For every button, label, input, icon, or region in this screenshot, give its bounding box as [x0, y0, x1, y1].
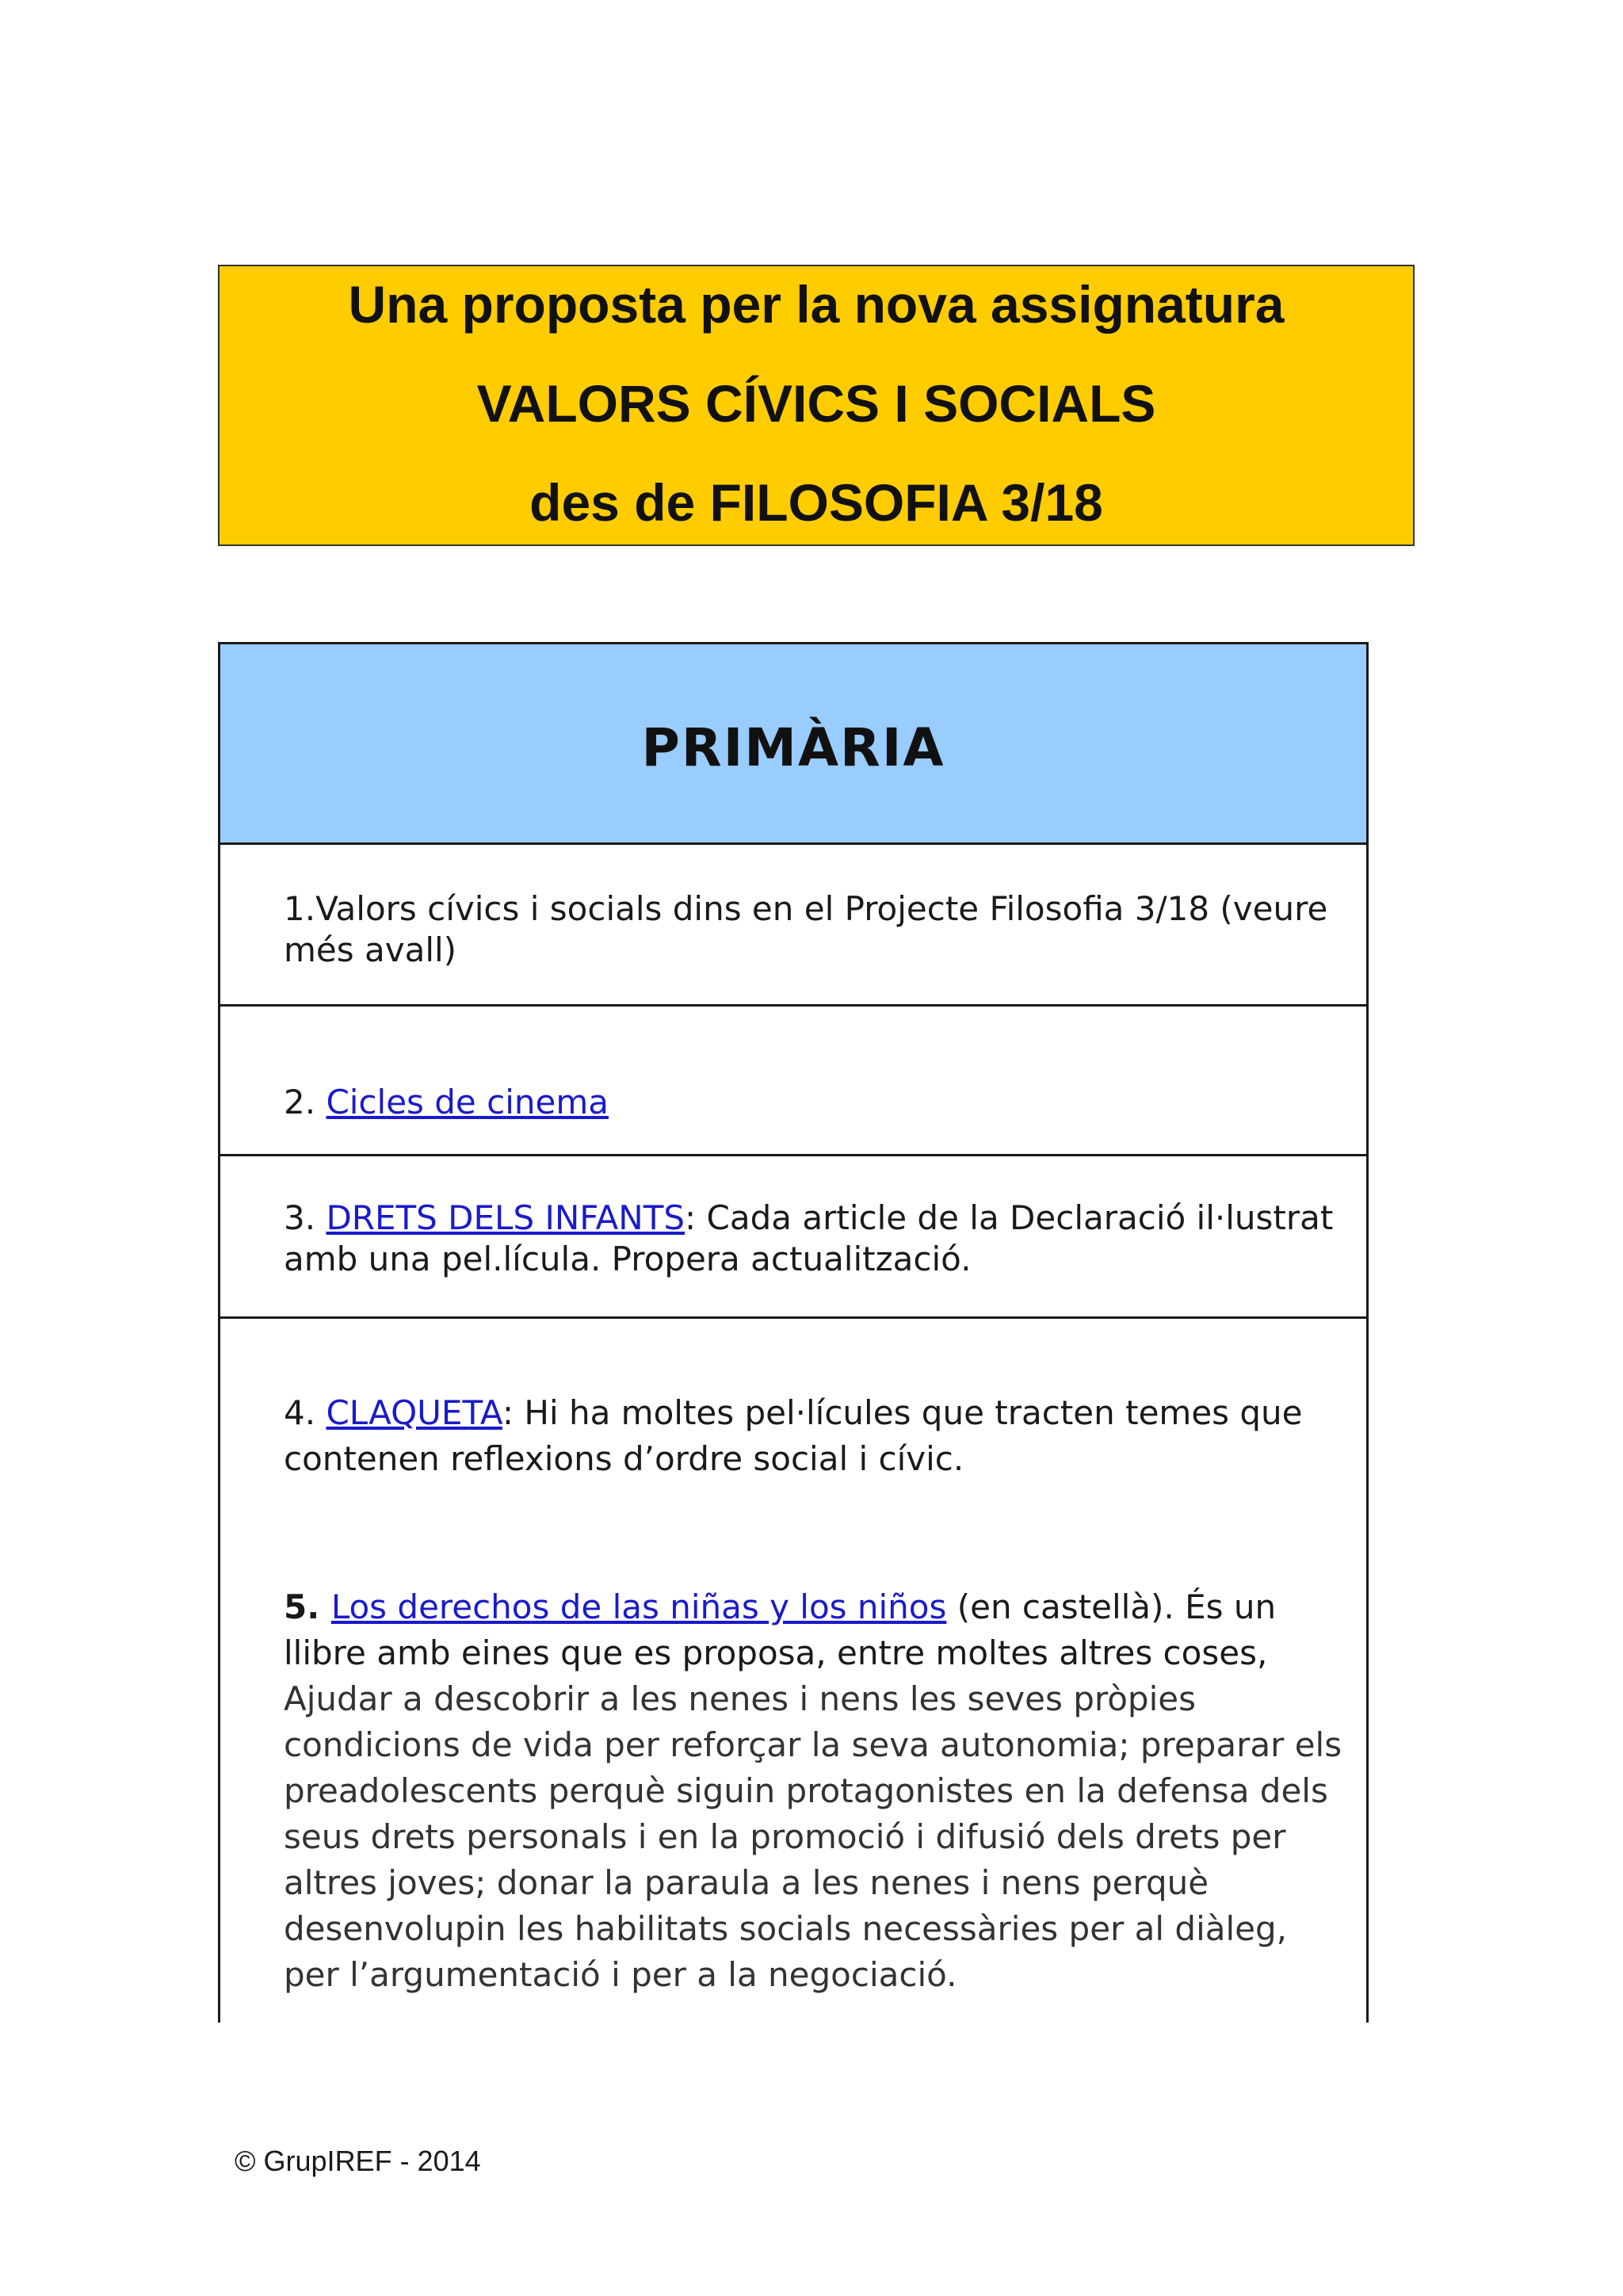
item-2-text [284, 1082, 1344, 1123]
item-3-text [284, 1198, 1344, 1280]
claqueta-link[interactable]: CLAQUETA [326, 1393, 502, 1432]
item-4-suffix: : Hi ha moltes pel·lícules que tracten temes que contenen reflexions d’ordre social i cívic. [284, 1393, 1303, 1478]
table-row-1 [220, 845, 1366, 1007]
cicles-de-cinema-link[interactable]: Cicles de cinema [326, 1083, 609, 1121]
footer-copyright: © GrupIREF - 2014 [235, 2145, 481, 2177]
item-5-prefix: 5. [284, 1587, 331, 1626]
item-2-prefix: 2. [284, 1083, 327, 1121]
item-3-prefix: 3. [284, 1198, 327, 1237]
item-4-text [284, 1390, 1344, 1482]
table-row-3 [220, 1156, 1366, 1319]
derechos-ninas-ninos-link[interactable]: Los derechos de las niñas y los niños [330, 1587, 947, 1626]
title-line-1: Una proposta per la nova assignatura [348, 275, 1285, 334]
table-row-4 [220, 1319, 1366, 2025]
drets-dels-infants-link[interactable]: DRETS DELS INFANTS [326, 1198, 685, 1237]
title-line-2: VALORS CÍVICS I SOCIALS [476, 374, 1156, 433]
title-line-3: des de FILOSOFIA 3/18 [529, 473, 1103, 532]
item-4-prefix: 4. [284, 1393, 327, 1432]
item-1-text: 1.Valors cívics i socials dins en el Projecte Filosofia 3/18 (veure més avall) [284, 889, 1328, 969]
table-header-title: PRIMÀRIA [641, 716, 945, 778]
primaria-table [218, 642, 1369, 2023]
title-banner [218, 265, 1415, 546]
item-3-suffix: : Cada article de la Declaració il·lustrat amb una pel.lícula. Propera actualització. [284, 1198, 1334, 1278]
item-5-text [284, 1584, 1344, 1998]
item-5-continuation: Ajudar a descobrir a les nenes i nens les seves pròpies condicions de vida per reforçar la seva autonomia; preparar els preadolescents perquè siguin protagonistes en la defensa dels seus drets personals i en la promoció i difusió dels drets per altres joves; donar la paraula a les nenes i nens perquè desenvolupin les habilitats socials necessàries per al diàleg, per l’argumentació i per a la negociació. [284, 1679, 1342, 1994]
item-5-suffix: (en castellà). És un llibre amb eines que es proposa, entre moltes altres coses, [284, 1587, 1277, 1672]
table-header-row [220, 644, 1366, 845]
table-row-2 [220, 1007, 1366, 1156]
